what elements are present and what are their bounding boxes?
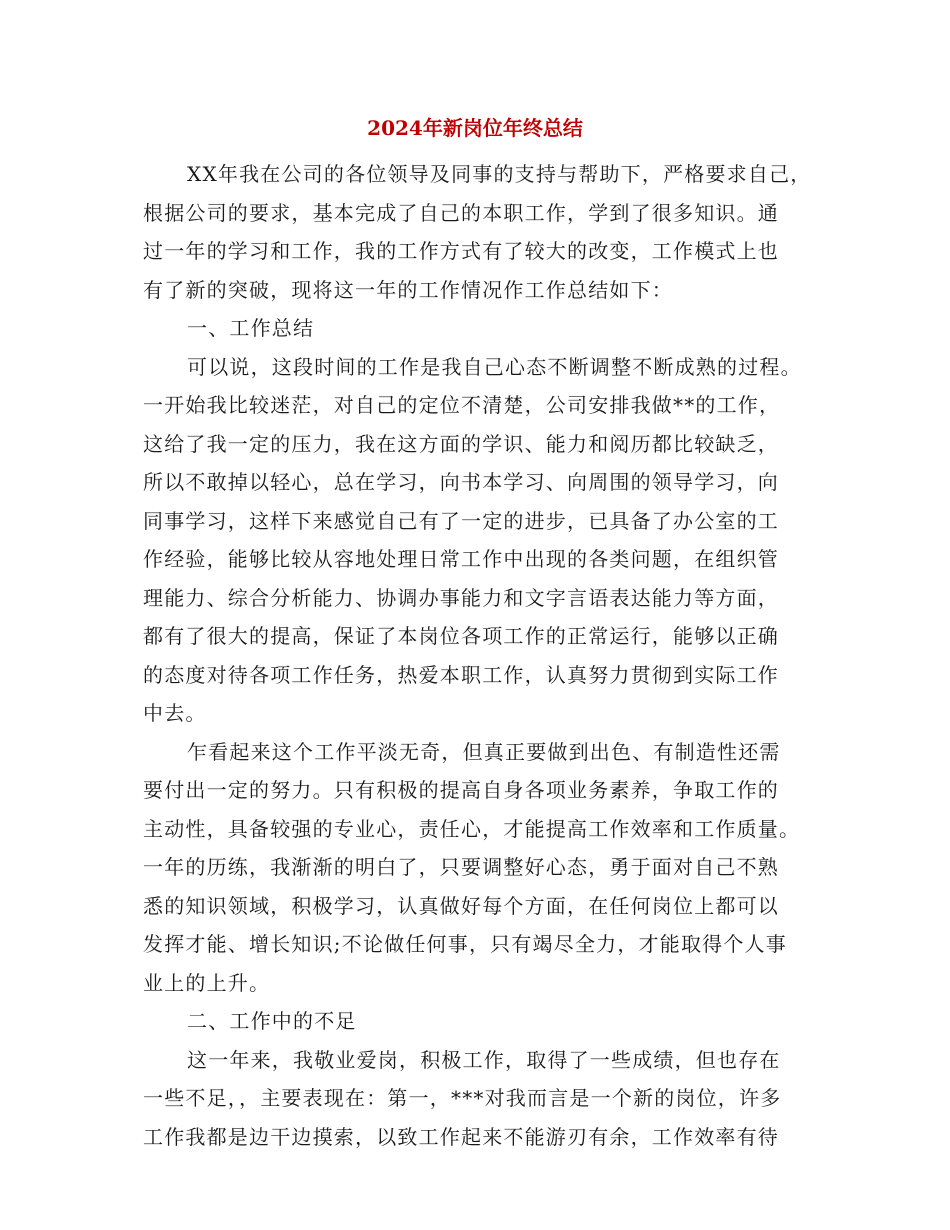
text-line: 可以说，这段时间的工作是我自己心态不断调整不断成熟的过程。 xyxy=(187,355,802,379)
text-line: 这一年来，我敬业爱岗，积极工作，取得了一些成绩，但也存在 xyxy=(187,1048,781,1072)
text-line: XX年我在公司的各位领导及同事的支持与帮助下，严格要求自己， xyxy=(187,162,812,186)
text-line: 有了新的突破，现将这一年的工作情况作工作总结如下： xyxy=(143,278,673,302)
document-title: 2024年新岗位年终总结 xyxy=(367,116,583,140)
text-line: 主动性，具备较强的专业心，责任心，才能提高工作效率和工作质量。 xyxy=(143,817,801,841)
text-line: 一年的历练，我渐渐的明白了，只要调整好心态，勇于面对自己不熟 xyxy=(143,855,779,879)
text-line: 同事学习，这样下来感觉自己有了一定的进步，已具备了办公室的工 xyxy=(143,509,779,533)
text-line: 业上的上升。 xyxy=(143,971,271,995)
text-line: 发挥才能、增长知识;不论做任何事，只有竭尽全力，才能取得个人事 xyxy=(143,932,787,956)
text-line: 过一年的学习和工作，我的工作方式有了较大的改变，工作模式上也 xyxy=(143,239,779,263)
text-line: 一开始我比较迷茫，对自己的定位不清楚，公司安排我做**的工作， xyxy=(143,393,781,417)
text-line: 都有了很大的提高，保证了本岗位各项工作的正常运行，能够以正确 xyxy=(143,624,779,648)
text-line: 作经验，能够比较从容地处理日常工作中出现的各类问题，在组织管 xyxy=(143,547,779,571)
text-line: 要付出一定的努力。只有积极的提高自身各项业务素养，争取工作的 xyxy=(143,778,779,802)
section-heading: 二、工作中的不足 xyxy=(187,1009,357,1033)
text-line: 理能力、综合分析能力、协调办事能力和文字言语表达能力等方面， xyxy=(143,586,779,610)
text-line: 这给了我一定的压力，我在这方面的学识、能力和阅历都比较缺乏， xyxy=(143,432,779,456)
text-line: 一些不足，，主要表现在：第一，***对我而言是一个新的岗位，许多 xyxy=(143,1086,782,1110)
text-line: 乍看起来这个工作平淡无奇，但真正要做到出色、有制造性还需 xyxy=(187,740,781,764)
section-heading: 一、工作总结 xyxy=(187,316,315,340)
text-line: 中去。 xyxy=(143,701,207,725)
text-line: 所以不敢掉以轻心，总在学习，向书本学习、向周围的领导学习，向 xyxy=(143,470,779,494)
text-line: 悉的知识领域，积极学习，认真做好每个方面，在任何岗位上都可以 xyxy=(143,894,779,918)
text-line: 根据公司的要求，基本完成了自己的本职工作，学到了很多知识。通 xyxy=(143,201,779,225)
text-line: 的态度对待各项工作任务，热爱本职工作，认真努力贯彻到实际工作 xyxy=(143,663,779,687)
text-line: 工作我都是边干边摸索，以致工作起来不能游刃有余，工作效率有待 xyxy=(143,1125,779,1149)
